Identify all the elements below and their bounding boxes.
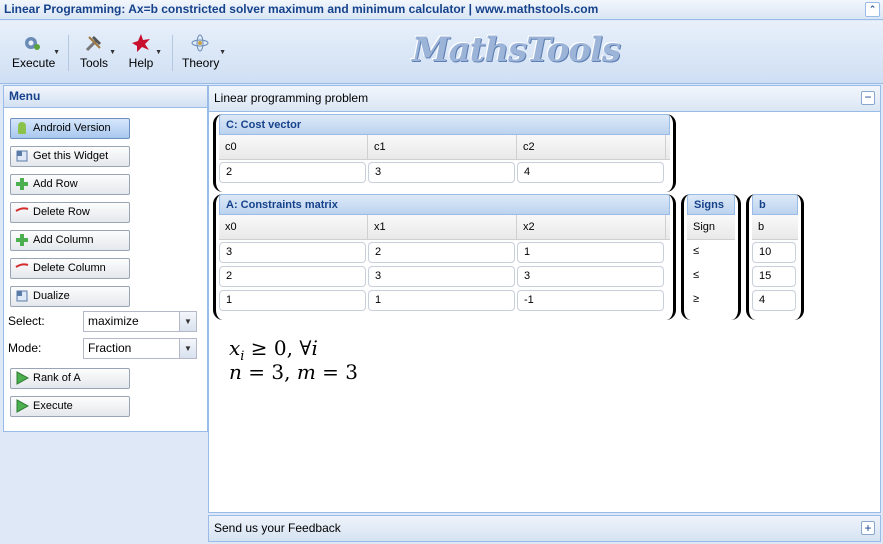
chevron-down-icon[interactable]: ▼ <box>179 312 196 331</box>
add-column-label: Add Column <box>33 234 94 246</box>
main-panel-title: Linear programming problem <box>214 91 369 105</box>
sign-cell[interactable]: ≥ <box>687 290 733 311</box>
math-var: i <box>311 336 318 360</box>
math-var: n <box>229 360 242 384</box>
help-menu-button[interactable] <box>128 33 162 70</box>
b-row <box>752 288 798 312</box>
math-text: = 3, <box>241 360 297 384</box>
theory-atom-icon <box>190 33 210 53</box>
get-widget-button[interactable] <box>10 146 130 167</box>
matrix-cell[interactable]: 2 <box>368 242 515 263</box>
math-text: = 3 <box>315 360 358 384</box>
column-header: c1 <box>368 135 517 159</box>
main-panel <box>208 85 881 513</box>
widget-icon <box>15 149 29 163</box>
b-cell[interactable]: 10 <box>752 242 796 263</box>
chevron-down-icon: ▼ <box>219 49 226 56</box>
math-text: ≥ 0, ∀ <box>244 336 312 360</box>
column-header: x1 <box>368 215 517 239</box>
signs-block <box>681 194 741 320</box>
sign-cell[interactable]: ≤ <box>687 266 733 287</box>
chevron-down-icon: ▼ <box>109 49 116 56</box>
android-version-label: Android Version <box>33 122 111 134</box>
sign-row <box>687 264 735 288</box>
cost-cell[interactable]: 3 <box>368 162 515 183</box>
add-row-label: Add Row <box>33 178 78 190</box>
dualize-button[interactable] <box>10 286 130 307</box>
android-version-button[interactable] <box>10 118 130 139</box>
column-header: Sign <box>693 221 716 233</box>
column-header: x2 <box>517 215 666 239</box>
b-row <box>752 264 798 288</box>
objective-value: maximize <box>88 314 139 328</box>
play-icon <box>15 399 29 413</box>
help-burst-icon <box>131 33 151 53</box>
collapse-icon[interactable]: − <box>861 91 875 105</box>
chevron-down-icon[interactable]: ▼ <box>179 339 196 358</box>
matrix-cell[interactable]: 3 <box>368 266 515 287</box>
b-title: b <box>752 194 798 215</box>
math-var: m <box>296 360 316 384</box>
get-widget-label: Get this Widget <box>33 150 109 162</box>
b-header-row <box>752 215 798 240</box>
tools-icon <box>84 33 104 53</box>
mathstools-logo: MathsTools <box>412 30 621 70</box>
math-var: x <box>229 336 241 360</box>
dimension-formula <box>229 360 358 384</box>
delete-column-button[interactable] <box>10 258 130 279</box>
mode-select[interactable] <box>83 338 197 359</box>
constraint-row <box>219 264 670 288</box>
column-header: b <box>758 221 765 233</box>
cost-vector-block <box>213 114 676 192</box>
minus-icon <box>15 261 29 275</box>
plus-icon <box>15 233 29 247</box>
execute-label: Execute <box>12 56 56 70</box>
add-row-button[interactable] <box>10 174 130 195</box>
constraint-row <box>219 288 670 312</box>
collapse-window-icon[interactable]: ⌃ <box>865 2 880 17</box>
tools-label: Tools <box>80 56 109 70</box>
menu-title: Menu <box>4 86 207 108</box>
theory-label: Theory <box>182 56 220 70</box>
plus-icon <box>15 177 29 191</box>
b-cell[interactable]: 4 <box>752 290 796 311</box>
b-row <box>752 240 798 264</box>
play-icon <box>15 371 29 385</box>
tools-menu-button[interactable] <box>80 33 116 70</box>
mode-label: Mode: <box>8 341 42 355</box>
dualize-label: Dualize <box>33 290 70 302</box>
select-label: Select: <box>8 314 45 328</box>
menu-panel <box>3 85 208 432</box>
feedback-panel[interactable] <box>208 515 881 542</box>
b-vector-block <box>746 194 804 320</box>
b-cell[interactable]: 15 <box>752 266 796 287</box>
sign-row <box>687 288 735 312</box>
column-header: c2 <box>517 135 666 159</box>
delete-column-label: Delete Column <box>33 262 106 274</box>
mode-value: Fraction <box>88 341 132 355</box>
column-header: c0 <box>219 135 368 159</box>
rank-of-a-button[interactable] <box>10 368 130 389</box>
constraint-row <box>219 240 670 264</box>
execute-menu-button[interactable] <box>12 33 60 70</box>
help-label: Help <box>128 56 154 70</box>
toolbar-divider <box>172 35 173 71</box>
feedback-label: Send us your Feedback <box>214 521 341 535</box>
minus-icon <box>15 205 29 219</box>
cost-vector-title: C: Cost vector <box>219 114 670 135</box>
constraints-title: A: Constraints matrix <box>219 194 670 215</box>
constraints-block <box>213 194 676 320</box>
constraints-header-row <box>219 215 670 240</box>
matrix-cell[interactable]: 1 <box>517 242 664 263</box>
matrix-cell[interactable]: 3 <box>219 242 366 263</box>
window-titlebar <box>0 0 883 20</box>
chevron-down-icon: ▼ <box>53 49 60 56</box>
matrix-cell[interactable]: -1 <box>517 290 664 311</box>
matrix-cell[interactable]: 3 <box>517 266 664 287</box>
add-column-button[interactable] <box>10 230 130 251</box>
execute-button-label: Execute <box>33 400 73 412</box>
matrix-cell[interactable]: 1 <box>368 290 515 311</box>
sign-cell[interactable]: ≤ <box>687 242 733 263</box>
rank-of-a-label: Rank of A <box>33 372 81 384</box>
main-panel-header <box>209 86 880 112</box>
cost-values-row <box>219 160 670 184</box>
execute-gear-icon <box>22 33 42 53</box>
cost-cell[interactable]: 2 <box>219 162 366 183</box>
expand-icon[interactable]: + <box>861 521 875 535</box>
dualize-icon <box>15 289 29 303</box>
chevron-down-icon: ▼ <box>155 49 162 56</box>
delete-row-label: Delete Row <box>33 206 90 218</box>
theory-menu-button[interactable] <box>182 33 226 70</box>
math-sub: i <box>240 349 245 364</box>
android-icon <box>15 121 29 135</box>
signs-title: Signs <box>687 194 735 215</box>
cost-cell[interactable]: 4 <box>517 162 664 183</box>
window-title: Linear Programming: Ax=b constricted solver maximum and minimum calculator | www.mathstools.com <box>4 2 599 16</box>
matrix-cell[interactable]: 1 <box>219 290 366 311</box>
matrix-cell[interactable]: 2 <box>219 266 366 287</box>
execute-button[interactable] <box>10 396 130 417</box>
column-header: x0 <box>219 215 368 239</box>
cost-header-row <box>219 135 670 160</box>
delete-row-button[interactable] <box>10 202 130 223</box>
objective-select[interactable] <box>83 311 197 332</box>
toolbar-divider <box>68 35 69 71</box>
signs-header-row <box>687 215 735 240</box>
sign-row <box>687 240 735 264</box>
